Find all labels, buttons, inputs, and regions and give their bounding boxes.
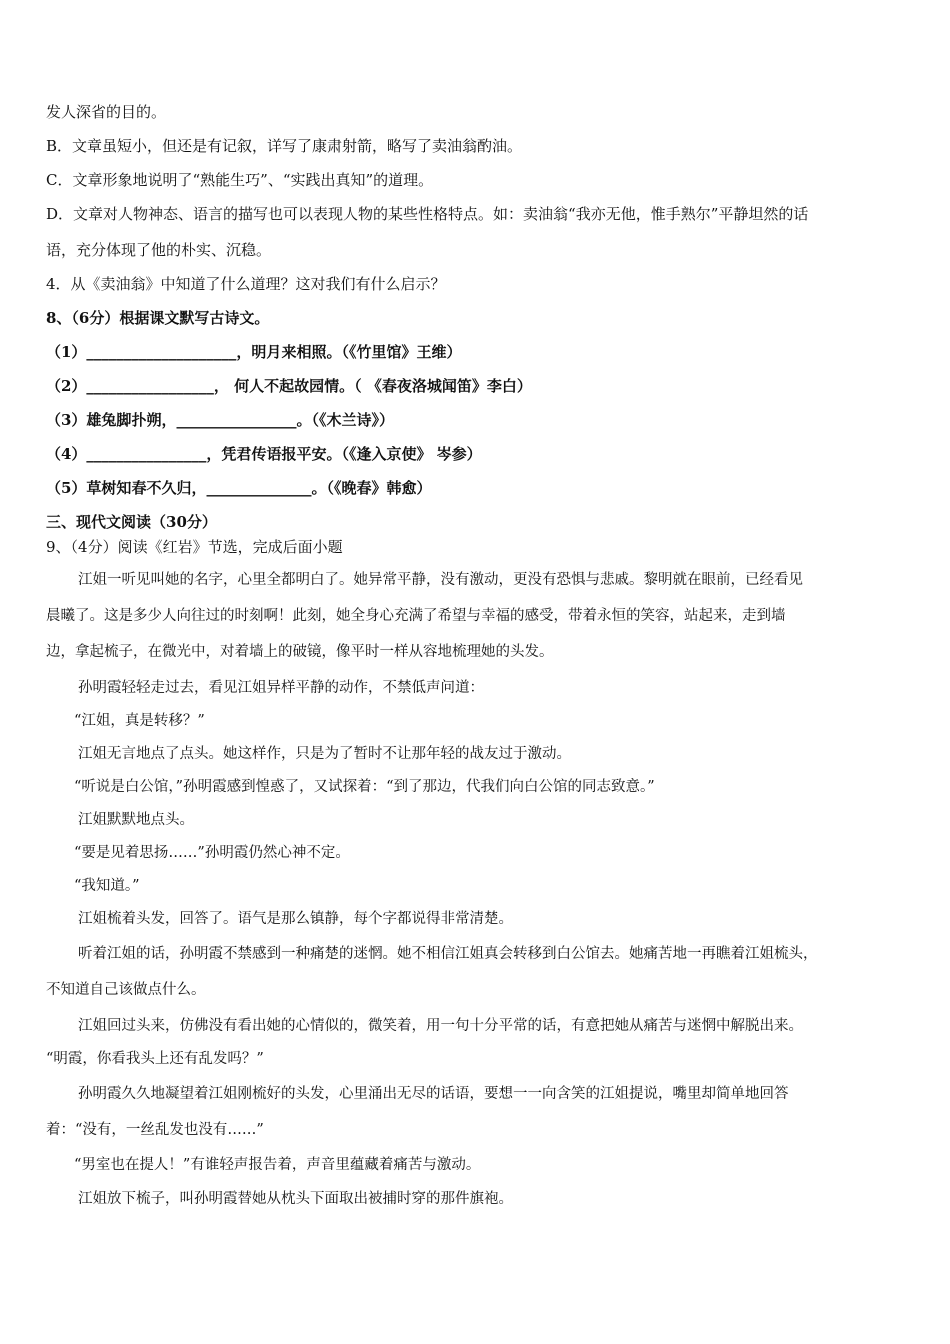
- q7-option-c: C．文章形象地说明了“熟能生巧”、“实践出真知”的道理。: [46, 171, 434, 189]
- passage-line: 晨曦了。这是多少人向往过的时刻啊！此刻，她全身心充满了希望与幸福的感受，带着永恒的笑容，站起来，走到墙: [46, 608, 786, 624]
- q9-heading: 9、（4分）阅读《红岩》节选，完成后面小题: [46, 538, 343, 556]
- passage-line: 江姐无言地点了点头。她这样作，只是为了暂时不让那年轻的战友过于激动。: [78, 746, 571, 762]
- q7-subquestion-4: 4．从《卖油翁》中知道了什么道理？这对我们有什么启示？: [46, 275, 446, 293]
- q7-option-b: B．文章虽短小，但还是有记叙，详写了康肃射箭，略写了卖油翁酌油。: [46, 137, 523, 155]
- passage-line: “男室也在提人！”有谁轻声报告着，声音里蕴藏着痛苦与激动。: [74, 1157, 481, 1173]
- q8-heading: 8、（6分）根据课文默写古诗文。: [46, 309, 270, 327]
- passage-line: “要是见着思扬……”孙明霞仍然心神不定。: [74, 845, 350, 861]
- passage-line: 着：“没有，一丝乱发也没有……”: [46, 1122, 264, 1138]
- q8-item-2: （2）_________________， 何人不起故园情。（ 《春夜洛城闻笛》李白）: [46, 377, 532, 395]
- passage-line: “听说是白公馆，”孙明霞感到惶惑了，又试探着：“到了那边，代我们向白公馆的同志致意。”: [74, 779, 655, 795]
- passage-line: 江姐梳着头发，回答了。语气是那么镇静，每个字都说得非常清楚。: [78, 911, 513, 927]
- q8-item-1: （1）____________________，明月来相照。（《竹里馆》王维）: [46, 343, 462, 361]
- q7-option-d-line2: 语，充分体现了他的朴实、沉稳。: [46, 241, 272, 259]
- q8-item-3: （3）雄兔脚扑朔，________________。（《木兰诗》）: [46, 411, 394, 429]
- passage-line: 江姐一听见叫她的名字，心里全都明白了。她异常平静，没有激动，更没有恐惧与悲戚。黎明就在眼前，已经看见: [78, 572, 803, 588]
- q7-option-d-line1: D．文章对人物神态、语言的描写也可以表现人物的某些性格特点。如：卖油翁“我亦无他，惟手熟尔”平静坦然的话: [46, 205, 809, 223]
- passage-line: 孙明霞久久地凝望着江姐刚梳好的头发，心里涌出无尽的话语，要想一一向含笑的江姐提说，嘴里却简单地回答: [78, 1086, 789, 1102]
- section-3-heading: 三、现代文阅读（30分）: [46, 513, 217, 531]
- q8-item-4: （4）________________，凭君传语报平安。（《逢入京使》 岑参）: [46, 445, 482, 463]
- q7-continuation: 发人深省的目的。: [46, 103, 167, 121]
- passage-line: “明霞，你看我头上还有乱发吗？”: [46, 1051, 264, 1067]
- passage-line: 不知道自己该做点什么。: [46, 982, 206, 998]
- passage-line: 孙明霞轻轻走过去，看见江姐异样平静的动作，不禁低声问道：: [78, 680, 484, 696]
- passage-line: 边，拿起梳子，在微光中，对着墙上的破镜，像平时一样从容地梳理她的头发。: [46, 644, 554, 660]
- passage-line: 江姐放下梳子，叫孙明霞替她从枕头下面取出被捕时穿的那件旗袍。: [78, 1191, 513, 1207]
- passage-line: “江姐，真是转移？”: [74, 713, 205, 729]
- passage-line: 江姐默默地点头。: [78, 812, 194, 828]
- passage-line: 江姐回过头来，仿佛没有看出她的心情似的，微笑着，用一句十分平常的话，有意把她从痛苦与迷惘中解脱出来。: [78, 1018, 803, 1034]
- q8-item-5: （5）草树知春不久归，______________。（《晚春》韩愈）: [46, 479, 432, 497]
- passage-line: 听着江姐的话，孙明霞不禁感到一种痛楚的迷惘。她不相信江姐真会转移到白公馆去。她痛苦地一再瞧着江姐梳头，: [78, 946, 818, 962]
- passage-line: “我知道。”: [74, 878, 140, 894]
